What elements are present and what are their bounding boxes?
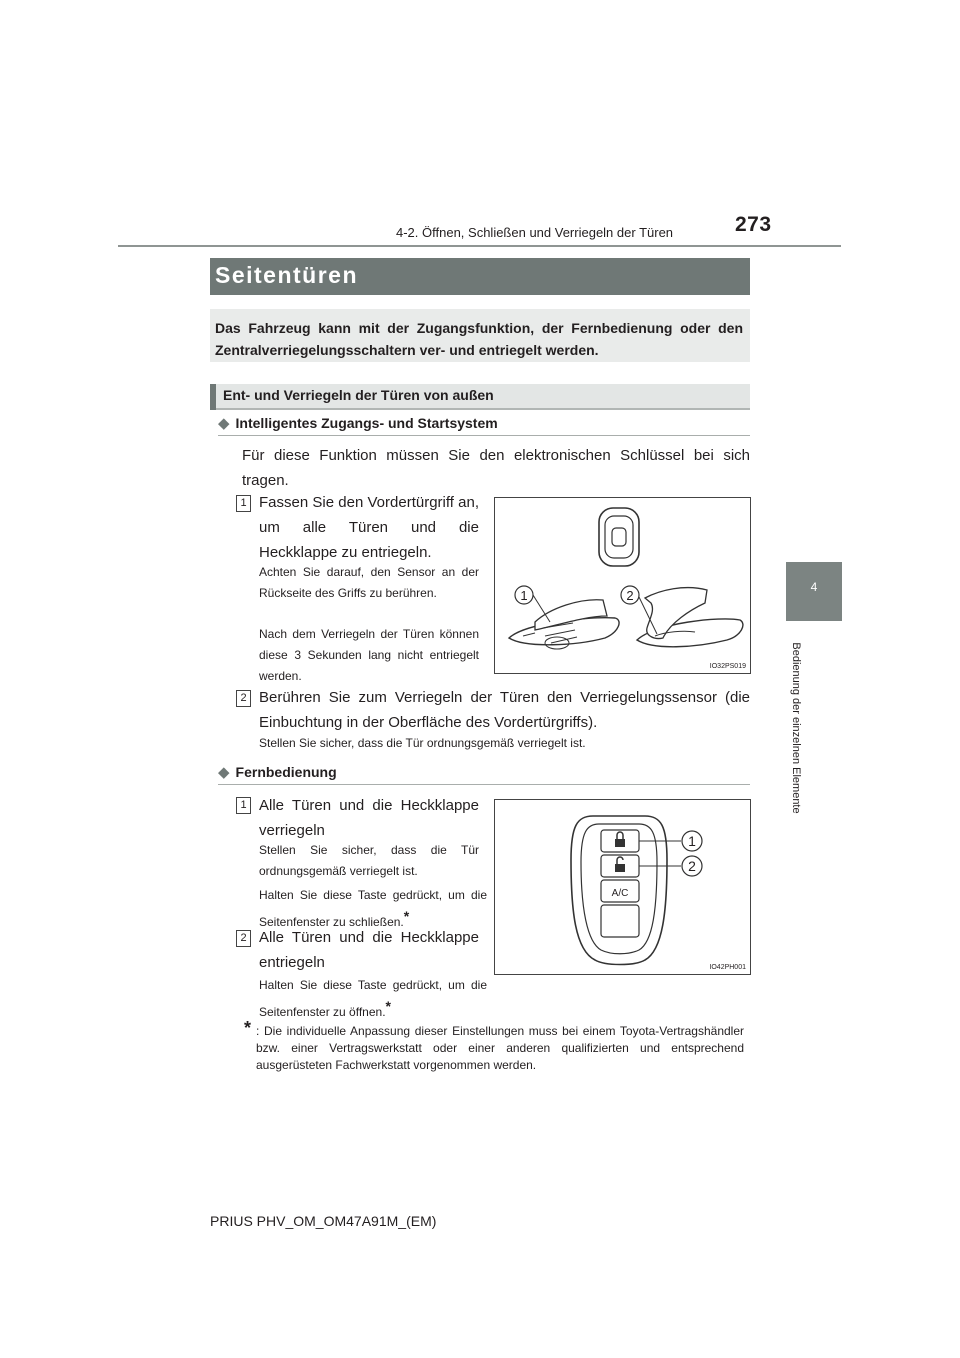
remote-key-figure [494, 799, 751, 975]
diamond-bullet-icon: ◆ [218, 415, 230, 432]
smart-entry-step1-note2: Nach dem Verriegeln der Türen können diese 3 Sekunden lang nicht entriegelt werden. [259, 627, 479, 683]
door-handle-right-icon [637, 588, 743, 647]
heading-rule [218, 435, 750, 436]
figure-code: IO32PS019 [709, 663, 746, 670]
section-title-bar [210, 258, 750, 295]
step-number-badge: 2 [236, 930, 251, 947]
chapter-number: 4 [810, 580, 818, 594]
chapter-title: Bedienung der einzelnen Elemente [790, 642, 802, 814]
running-head: 4-2. Öffnen, Schließen und Verriegeln der Türen [396, 225, 674, 240]
chapter-title-vertical [786, 630, 806, 835]
section-title: Seitentüren [215, 262, 359, 288]
svg-text:1: 1 [688, 833, 696, 849]
subsection-bar [210, 384, 750, 410]
door-handle-figure [494, 497, 751, 674]
smart-entry-heading: ◆ Intelligentes Zugangs- und Startsystem [218, 415, 498, 432]
remote-heading: ◆ Fernbedienung [218, 764, 337, 781]
smart-entry-step1-note1: Achten Sie darauf, den Sensor an der Rückseite des Griffs zu berühren. [259, 565, 479, 600]
smart-entry-step2-text: Berühren Sie zum Verriegeln der Türen den Verriegelungssensor (die Einbuchtung in der Oberfläche des Vordertürgriffs). [259, 689, 750, 731]
footnote-marker: * [244, 1018, 252, 1038]
subsection-title: Ent- und Verriegeln der Türen von außen [223, 387, 494, 403]
diamond-bullet-icon: ◆ [218, 764, 230, 781]
intro-text: Das Fahrzeug kann mit der Zugangsfunktion, der Fernbedienung oder den Zentralverriegelungsschaltern ver- und entriegelt werden. [215, 320, 743, 358]
key-fob-icon [599, 508, 639, 566]
page-number: 273 [735, 213, 772, 236]
step-number-badge: 1 [236, 797, 251, 814]
footnote-text: : Die individuelle Anpassung dieser Einstellungen muss bei einem Toyota-Vertragshändler bzw. einer Vertragswerkstatt oder einer anderen qualifizierten und entsprechend ausgerüsteten Fachwerkstatt vorgenommen werden. [256, 1024, 744, 1072]
smart-entry-step2-note: Stellen Sie sicher, dass die Tür ordnungsgemäß verriegelt ist. [259, 736, 586, 750]
remote-step1-text: Alle Türen und die Heckklappe verriegeln [259, 797, 479, 839]
step-number-badge: 2 [236, 690, 251, 707]
intro-box [210, 309, 750, 362]
document-id: PRIUS PHV_OM_OM47A91M_(EM) [210, 1213, 437, 1229]
remote-step2-text: Alle Türen und die Heckklappe entriegeln [259, 929, 479, 971]
heading-rule [218, 784, 750, 785]
step-number-badge: 1 [236, 495, 251, 512]
svg-text:1: 1 [520, 588, 528, 603]
remote-step2-note: Halten Sie diese Taste gedrückt, um die Seitenfenster zu öffnen.* [259, 978, 487, 1019]
ac-button-label: A/C [611, 888, 629, 899]
remote-step1-note2: Halten Sie diese Taste gedrückt, um die Seitenfenster zu schließen.* [259, 888, 487, 929]
door-handle-left-icon [509, 600, 619, 649]
figure-code: IO42PH001 [709, 964, 746, 971]
header-rule [118, 245, 841, 247]
remote-key-illustration [495, 800, 750, 974]
smart-entry-intro: Für diese Funktion müssen Sie den elektronischen Schlüssel bei sich tragen. [242, 447, 750, 489]
smart-entry-step1-text: Fassen Sie den Vordertürgriff an, um alle Türen und die Heckklappe zu entriegeln. [259, 494, 479, 561]
remote-step1-note1: Stellen Sie sicher, dass die Tür ordnungsgemäß verriegelt ist. [259, 843, 479, 878]
svg-text:2: 2 [688, 858, 696, 874]
door-handle-illustration [495, 498, 750, 673]
chapter-tab [786, 562, 842, 621]
svg-text:2: 2 [626, 588, 634, 603]
